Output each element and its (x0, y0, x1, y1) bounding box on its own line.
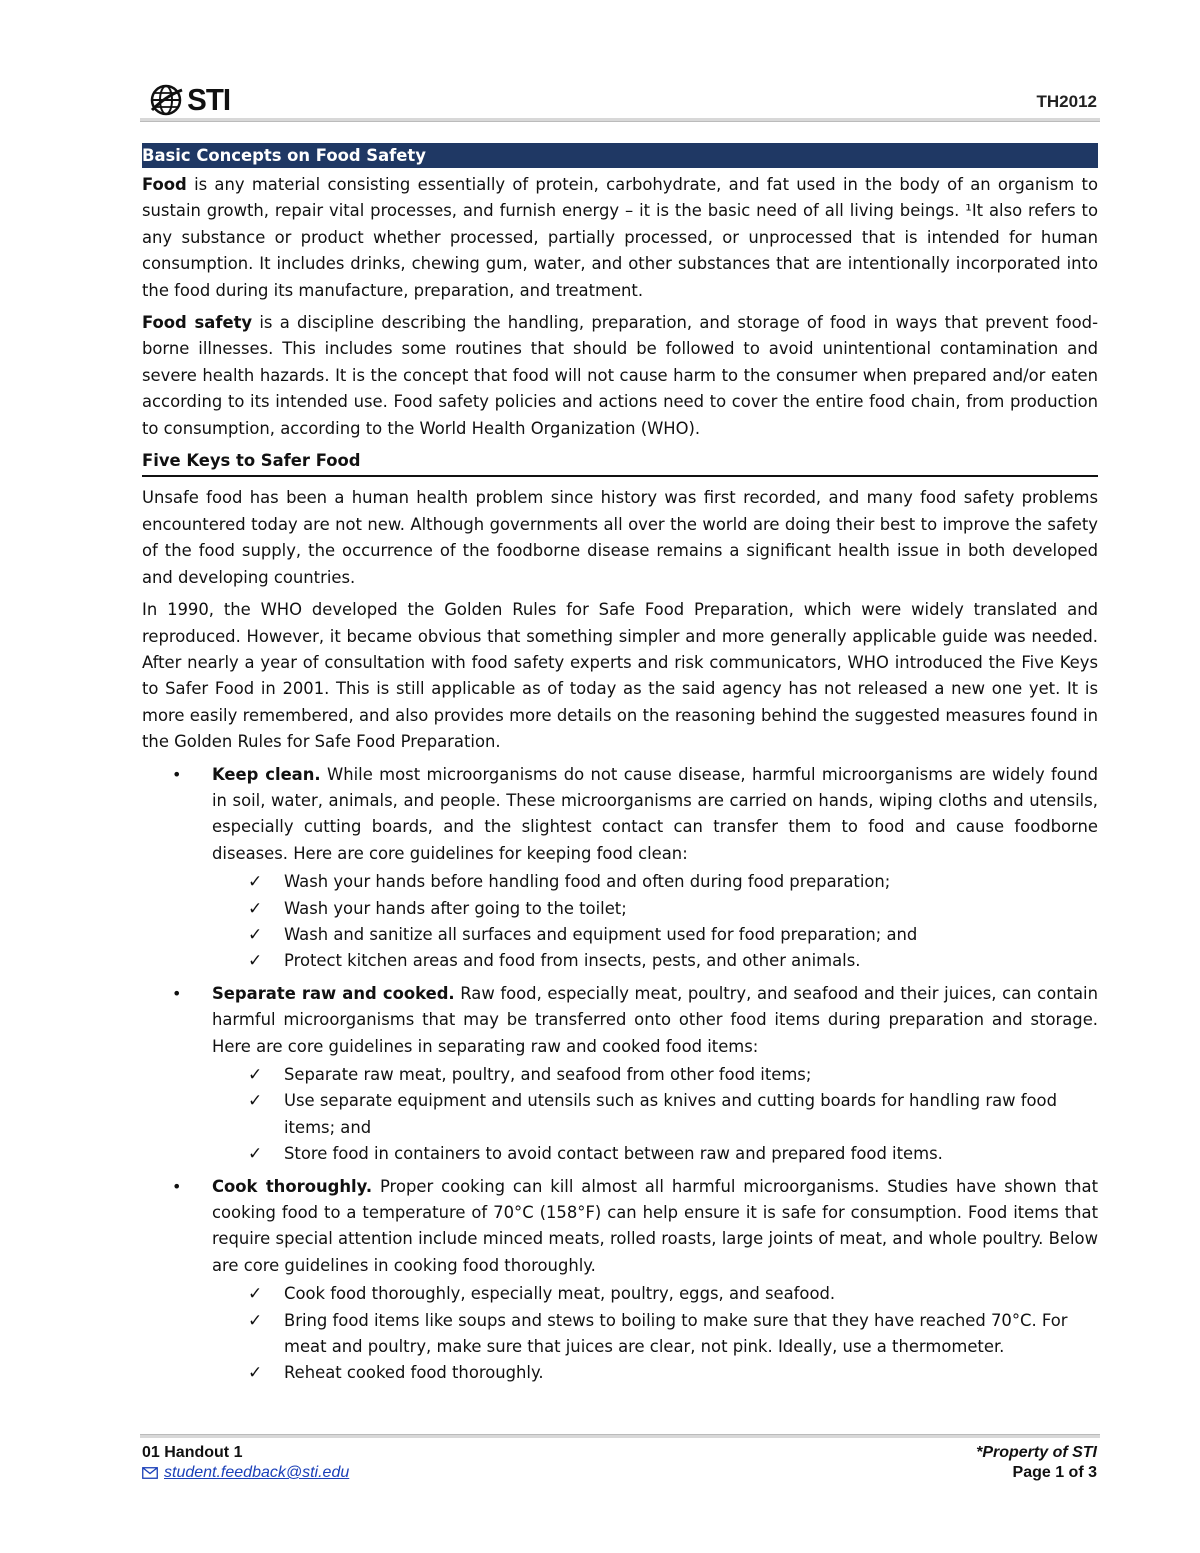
key-text: Proper cooking can kill almost all harmful microorganisms. Studies have shown that cooking food to a temperature of 70°C (158°F) can help ensure it is safe for consumption. Food items that require special attention include minced meats, rolled roasts, large joints of meat, and whole poultry. Below are core guidelines in cooking food thoroughly. (212, 1176, 1099, 1275)
checkmark-icon: ✓ (248, 1284, 263, 1305)
feedback-email-link[interactable]: student.feedback@sti.edu (164, 1464, 350, 1481)
guideline-text: Wash and sanitize all surfaces and equipment used for food preparation; and (284, 924, 918, 944)
guideline-text: Wash your hands after going to the toilet; (284, 898, 627, 918)
footer-divider (140, 1434, 1100, 1438)
list-item-keep-clean (142, 762, 1098, 975)
header-divider (140, 118, 1100, 122)
guideline-item (142, 869, 1098, 895)
guideline-item (142, 896, 1098, 922)
checkmark-icon: ✓ (248, 951, 263, 972)
logo-wordmark: STI (187, 82, 231, 117)
key-title: Separate raw and cooked. (212, 983, 455, 1003)
bullet-icon: • (172, 764, 182, 784)
checkmark-icon: ✓ (248, 1310, 263, 1331)
guideline-item (142, 948, 1098, 974)
list-item-separate-raw-cooked (142, 981, 1098, 1168)
key-text: Raw food, especially meat, poultry, and seafood and their juices, can contain harmful microorganisms that may be transferred onto other food items during preparation and storage. Here are core guidelines in separating raw and cooked food items: (212, 983, 1098, 1056)
guideline-text: Store food in containers to avoid contact between raw and prepared food items. (284, 1144, 943, 1164)
property-notice: *Property of STI (976, 1444, 1097, 1461)
guideline-text: Bring food items like soups and stews to boiling to make sure that they have reached 70°C. For meat and poultry, make sure that juices are clear, not pink. Ideally, use a thermometer. (284, 1310, 1068, 1357)
term-food: Food (142, 175, 187, 194)
document-body (142, 143, 1098, 1393)
guideline-item (142, 922, 1098, 948)
guideline-list (212, 869, 1098, 975)
guideline-list (212, 1281, 1098, 1387)
guideline-item (142, 1062, 1098, 1088)
email-row (142, 1463, 349, 1483)
list-item-cook-thoroughly (142, 1174, 1098, 1387)
section-title-five-keys: Five Keys to Safer Food (142, 448, 1098, 477)
guideline-text: Wash your hands before handling food and often during food preparation; (284, 872, 891, 892)
paragraph-food-safety-definition (142, 310, 1098, 442)
bullet-icon: • (172, 983, 182, 1003)
key-text: While most microorganisms do not cause disease, harmful microorganisms are widely found in soil, water, animals, and people. These microorganisms are carried on hands, wiping cloths and utensils, especially cutting boards, and the slightest contact can transfer them to food and cause foodborne diseases. Here are core guidelines for keeping food clean: (212, 764, 1098, 863)
checkmark-icon: ✓ (248, 924, 263, 945)
five-keys-list (142, 762, 1098, 1387)
guideline-list (212, 1062, 1098, 1168)
guideline-text: Reheat cooked food thoroughly. (284, 1363, 544, 1383)
footer-right (976, 1443, 1097, 1483)
bullet-icon: • (172, 1176, 182, 1196)
checkmark-icon: ✓ (248, 1363, 263, 1384)
guideline-item (142, 1308, 1098, 1361)
section-title-basic-concepts: Basic Concepts on Food Safety (142, 143, 1098, 168)
checkmark-icon: ✓ (248, 872, 263, 893)
sti-logo (150, 80, 231, 120)
globe-icon (150, 84, 184, 116)
guideline-item (142, 1141, 1098, 1167)
checkmark-icon: ✓ (248, 1091, 263, 1112)
checkmark-icon: ✓ (248, 898, 263, 919)
guideline-text: Use separate equipment and utensils such as knives and cutting boards for handling raw food items; and (284, 1091, 1057, 1137)
guideline-text: Separate raw meat, poultry, and seafood from other food items; (284, 1065, 812, 1084)
key-title: Cook thoroughly. (212, 1176, 373, 1196)
paragraph-food-definition (142, 172, 1098, 304)
page-number: Page 1 of 3 (1012, 1464, 1097, 1481)
guideline-item (142, 1281, 1098, 1307)
handout-label: 01 Handout 1 (142, 1444, 243, 1461)
footer-left (142, 1443, 349, 1483)
checkmark-icon: ✓ (248, 1144, 263, 1165)
term-food-safety: Food safety (142, 313, 253, 333)
checkmark-icon: ✓ (248, 1065, 263, 1085)
mail-icon (142, 1467, 158, 1479)
guideline-text: Cook food thoroughly, especially meat, poultry, eggs, and seafood. (284, 1284, 836, 1304)
document-code: TH2012 (1036, 92, 1097, 111)
food-definition-text: is any material consisting essentially of protein, carbohydrate, and fat used in the body of an organism to sustain growth, repair vital processes, and furnish energy – it is the basic need of all living beings. ¹It also refers to any substance or product whether processed, partially processed, or unprocessed that is intended for human consumption. It includes drinks, chewing gum, water, and other substances that are intentionally incorporated into the food during its manufacture, preparation, and treatment. (142, 175, 1098, 300)
paragraph-unsafe-food: Unsafe food has been a human health problem since history was first recorded, and many food safety problems encountered today are not new. Although governments all over the world are doing their best to improve the safety of the food supply, the occurrence of the foodborne disease remains a significant health issue in both developed and developing countries. (142, 488, 1098, 587)
paragraph-golden-rules: In 1990, the WHO developed the Golden Rules for Safe Food Preparation, which were widely translated and reproduced. However, it became obvious that something simpler and more generally applicable guide was needed. After nearly a year of consultation with food safety experts and risk communicators, WHO introduced the Five Keys to Safer Food in 2001. This is still applicable as of today as the said agency has not released a new one yet. It is more easily remembered, and also provides more details on the reasoning behind the suggested measures found in the Golden Rules for Safe Food Preparation. (142, 600, 1098, 752)
guideline-item (142, 1360, 1098, 1386)
food-safety-definition-text: is a discipline describing the handling, preparation, and storage of food in ways that prevent food-borne illnesses. This includes some routines that should be followed to avoid unintentional contamination and severe health hazards. It is the concept that food will not cause harm to the consumer when prepared and/or eaten according to its intended use. Food safety policies and actions need to cover the entire food chain, from production to consumption, according to the World Health Organization (WHO). (142, 313, 1098, 438)
key-title: Keep clean. (212, 764, 321, 784)
guideline-text: Protect kitchen areas and food from insects, pests, and other animals. (284, 951, 861, 971)
guideline-item (142, 1088, 1098, 1141)
